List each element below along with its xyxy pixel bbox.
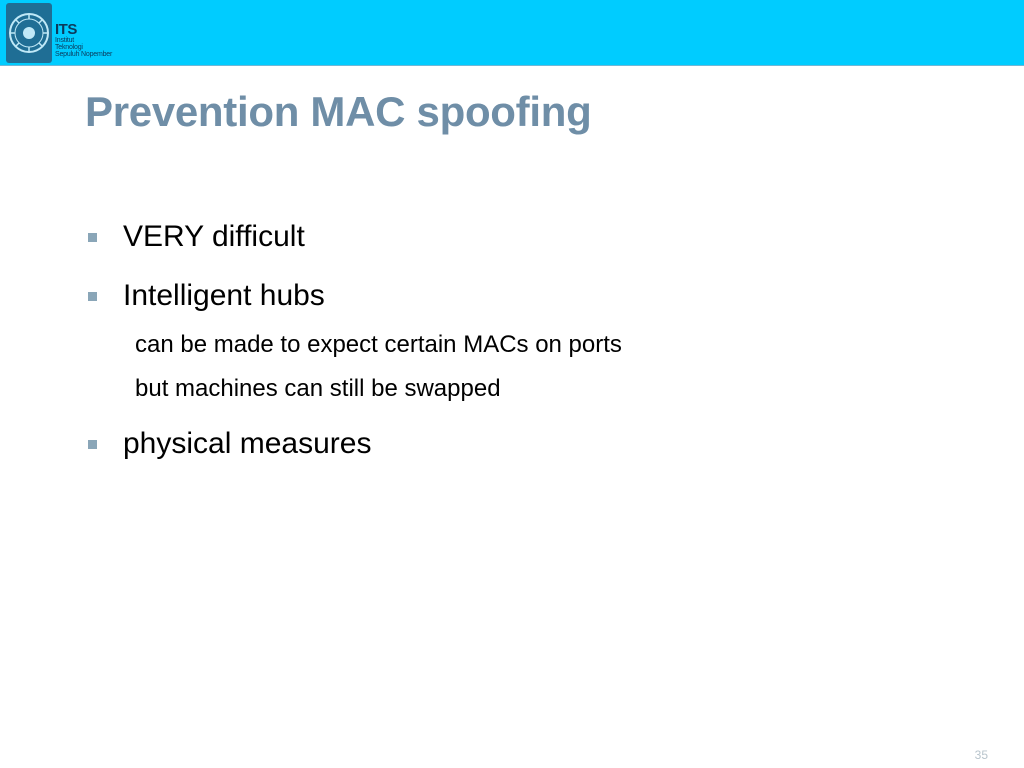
university-seal-icon [6, 3, 52, 63]
logo-text [55, 22, 112, 58]
page-number: 35 [974, 748, 988, 762]
slide-title: Prevention MAC spoofing [85, 88, 592, 135]
header-band [0, 0, 1024, 66]
bullet-item [88, 427, 371, 461]
logo-line-3: Sepuluh Nopember [55, 51, 113, 58]
sub-bullet-text: can be made to expect certain MACs on ports [135, 331, 622, 358]
sub-bullet-text: but machines can still be swapped [135, 375, 501, 402]
bullet-item [88, 220, 305, 254]
square-bullet-icon [88, 233, 97, 242]
logo-line-1: Institut [55, 37, 75, 44]
logo-name: ITS [55, 21, 77, 38]
logo-line-2: Teknologi [55, 44, 83, 51]
square-bullet-icon [88, 292, 97, 301]
square-bullet-icon [88, 440, 97, 449]
bullet-item [88, 279, 325, 313]
bullet-text: Intelligent hubs [123, 279, 325, 312]
bullet-text: physical measures [123, 427, 372, 460]
bullet-text: VERY difficult [123, 220, 305, 253]
